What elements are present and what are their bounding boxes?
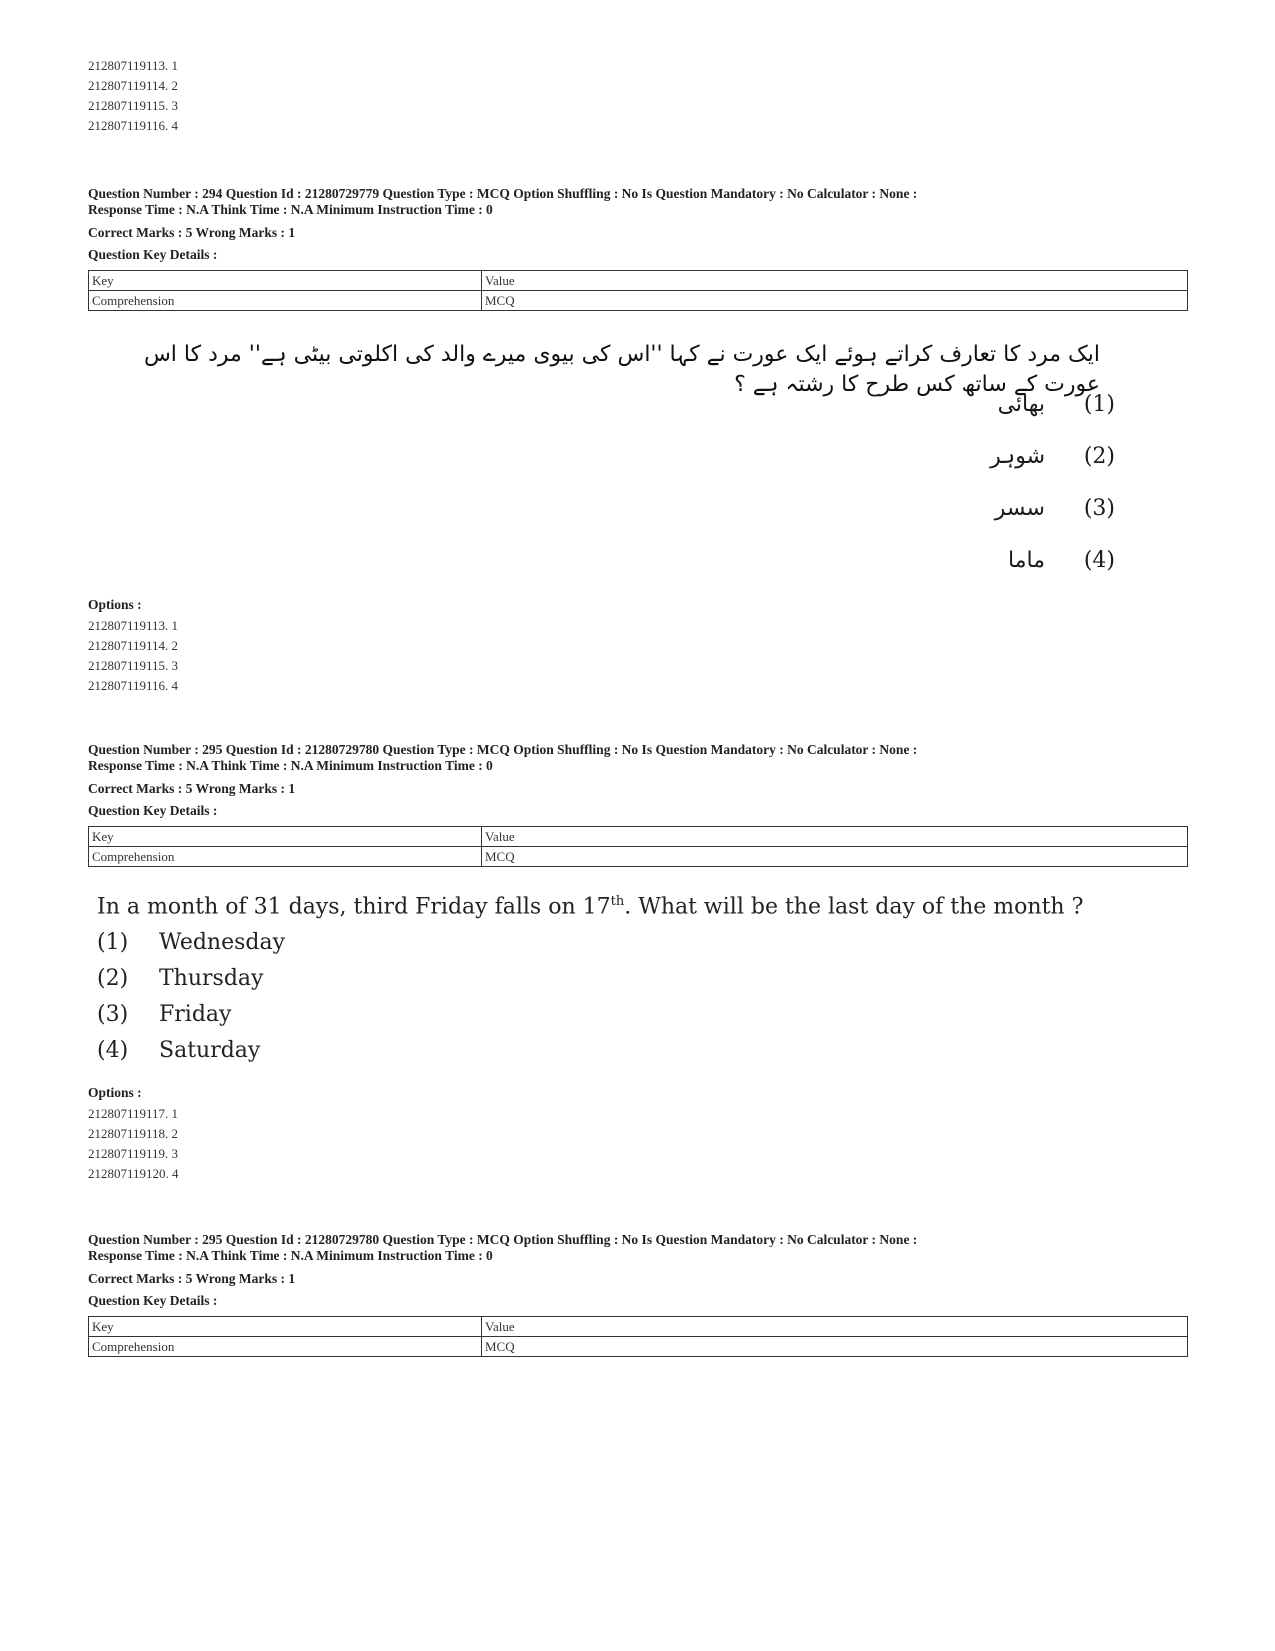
choice-number: (1) bbox=[1083, 392, 1115, 417]
choice-number: (3) bbox=[1083, 496, 1115, 521]
q294-key-table bbox=[88, 270, 1188, 311]
q294-marks: Correct Marks : 5 Wrong Marks : 1 bbox=[88, 225, 296, 240]
choice-number: (3) bbox=[97, 1002, 129, 1027]
q294-choice-3 bbox=[915, 496, 1115, 532]
question-text-tail: . What will be the last day of the month ? bbox=[624, 894, 1084, 920]
q295b-meta bbox=[88, 1232, 1188, 1264]
value-cell: MCQ bbox=[482, 1337, 1188, 1357]
key-cell: Comprehension bbox=[89, 291, 482, 311]
value-header: Value bbox=[482, 271, 1188, 291]
q295-choice-3 bbox=[97, 1002, 231, 1027]
q295-options-label: Options : bbox=[88, 1085, 142, 1100]
option-id: 212807119116. 4 bbox=[88, 678, 179, 693]
q295-key-table bbox=[88, 826, 1188, 867]
q295-meta-line1: Question Number : 295 Question Id : 21280729780 Question Type : MCQ Option Shuffling : No Is Question Mandatory : No Calculator : None : bbox=[88, 742, 918, 757]
value-header: Value bbox=[482, 1317, 1188, 1337]
option-id: 212807119113. 1 bbox=[88, 58, 179, 73]
value-cell: MCQ bbox=[482, 291, 1188, 311]
value-cell: MCQ bbox=[482, 847, 1188, 867]
q294-question-text: ایک مرد کا تعارف کراتے ہوئے ایک عورت نے کہا ''اس کی بیوی میرے والد کی اکلوتی بیٹی ہے'' مرد کا اس عورت کے ساتھ کس طرح کا رشتہ ہے ؟ bbox=[143, 342, 1100, 397]
q295b-key-table bbox=[88, 1316, 1188, 1357]
option-id: 212807119114. 2 bbox=[88, 78, 179, 93]
choice-text: شوہر bbox=[990, 444, 1045, 469]
q294-marks-block bbox=[88, 222, 295, 266]
q295b-meta-line2: Response Time : N.A Think Time : N.A Minimum Instruction Time : 0 bbox=[88, 1248, 493, 1263]
q294-options-label: Options : bbox=[88, 597, 142, 612]
q295-key-details-label: Question Key Details : bbox=[88, 803, 218, 818]
q295-choice-2 bbox=[97, 966, 263, 991]
choice-number: (2) bbox=[97, 966, 129, 991]
value-header: Value bbox=[482, 827, 1188, 847]
choice-text: Saturday bbox=[159, 1038, 261, 1063]
q295-option-list bbox=[88, 1104, 179, 1184]
q295-meta-line2: Response Time : N.A Think Time : N.A Minimum Instruction Time : 0 bbox=[88, 758, 493, 773]
choice-number: (4) bbox=[97, 1038, 129, 1063]
question-text-main: In a month of 31 days, third Friday falls on 17 bbox=[97, 894, 611, 920]
choice-text: Wednesday bbox=[159, 930, 286, 955]
q295b-marks-block bbox=[88, 1268, 295, 1312]
option-id: 212807119115. 3 bbox=[88, 98, 179, 113]
choice-text: ماما bbox=[1008, 548, 1045, 573]
option-id: 212807119118. 2 bbox=[88, 1126, 179, 1141]
choice-number: (4) bbox=[1083, 548, 1115, 573]
option-id: 212807119117. 1 bbox=[88, 1106, 179, 1121]
key-header: Key bbox=[89, 827, 482, 847]
option-id: 212807119114. 2 bbox=[88, 638, 179, 653]
choice-number: (1) bbox=[97, 930, 129, 955]
ordinal-suffix: th bbox=[610, 894, 625, 909]
q295b-meta-line1: Question Number : 295 Question Id : 21280729780 Question Type : MCQ Option Shuffling : No Is Question Mandatory : No Calculator : None : bbox=[88, 1232, 918, 1247]
q295-meta bbox=[88, 742, 1188, 774]
q294-meta-line2: Response Time : N.A Think Time : N.A Minimum Instruction Time : 0 bbox=[88, 202, 493, 217]
option-id: 212807119119. 3 bbox=[88, 1146, 179, 1161]
key-cell: Comprehension bbox=[89, 847, 482, 867]
key-cell: Comprehension bbox=[89, 1337, 482, 1357]
q295-marks: Correct Marks : 5 Wrong Marks : 1 bbox=[88, 781, 296, 796]
choice-text: سسر bbox=[994, 496, 1045, 521]
prev-option-list bbox=[88, 56, 178, 136]
q295-question-text bbox=[97, 894, 1083, 919]
q295b-key-details-label: Question Key Details : bbox=[88, 1293, 218, 1308]
option-id: 212807119120. 4 bbox=[88, 1166, 179, 1181]
choice-number: (2) bbox=[1083, 444, 1115, 469]
option-id: 212807119115. 3 bbox=[88, 658, 179, 673]
choice-text: Friday bbox=[159, 1002, 232, 1027]
q295-marks-block bbox=[88, 778, 295, 822]
q294-choice-1 bbox=[915, 392, 1115, 428]
q294-key-details-label: Question Key Details : bbox=[88, 247, 218, 262]
q294-meta-line1: Question Number : 294 Question Id : 21280729779 Question Type : MCQ Option Shuffling : No Is Question Mandatory : No Calculator : None : bbox=[88, 186, 918, 201]
choice-text: Thursday bbox=[159, 966, 264, 991]
option-id: 212807119113. 1 bbox=[88, 618, 179, 633]
key-header: Key bbox=[89, 271, 482, 291]
key-header: Key bbox=[89, 1317, 482, 1337]
q294-option-list bbox=[88, 616, 178, 696]
q294-meta bbox=[88, 186, 1188, 218]
q294-choice-4 bbox=[915, 548, 1115, 584]
option-id: 212807119116. 4 bbox=[88, 118, 179, 133]
q295b-marks: Correct Marks : 5 Wrong Marks : 1 bbox=[88, 1271, 296, 1286]
choice-text: بھائی bbox=[997, 392, 1045, 417]
q295-choice-4 bbox=[97, 1038, 260, 1063]
q295-choice-1 bbox=[97, 930, 285, 955]
q294-choice-2 bbox=[915, 444, 1115, 480]
